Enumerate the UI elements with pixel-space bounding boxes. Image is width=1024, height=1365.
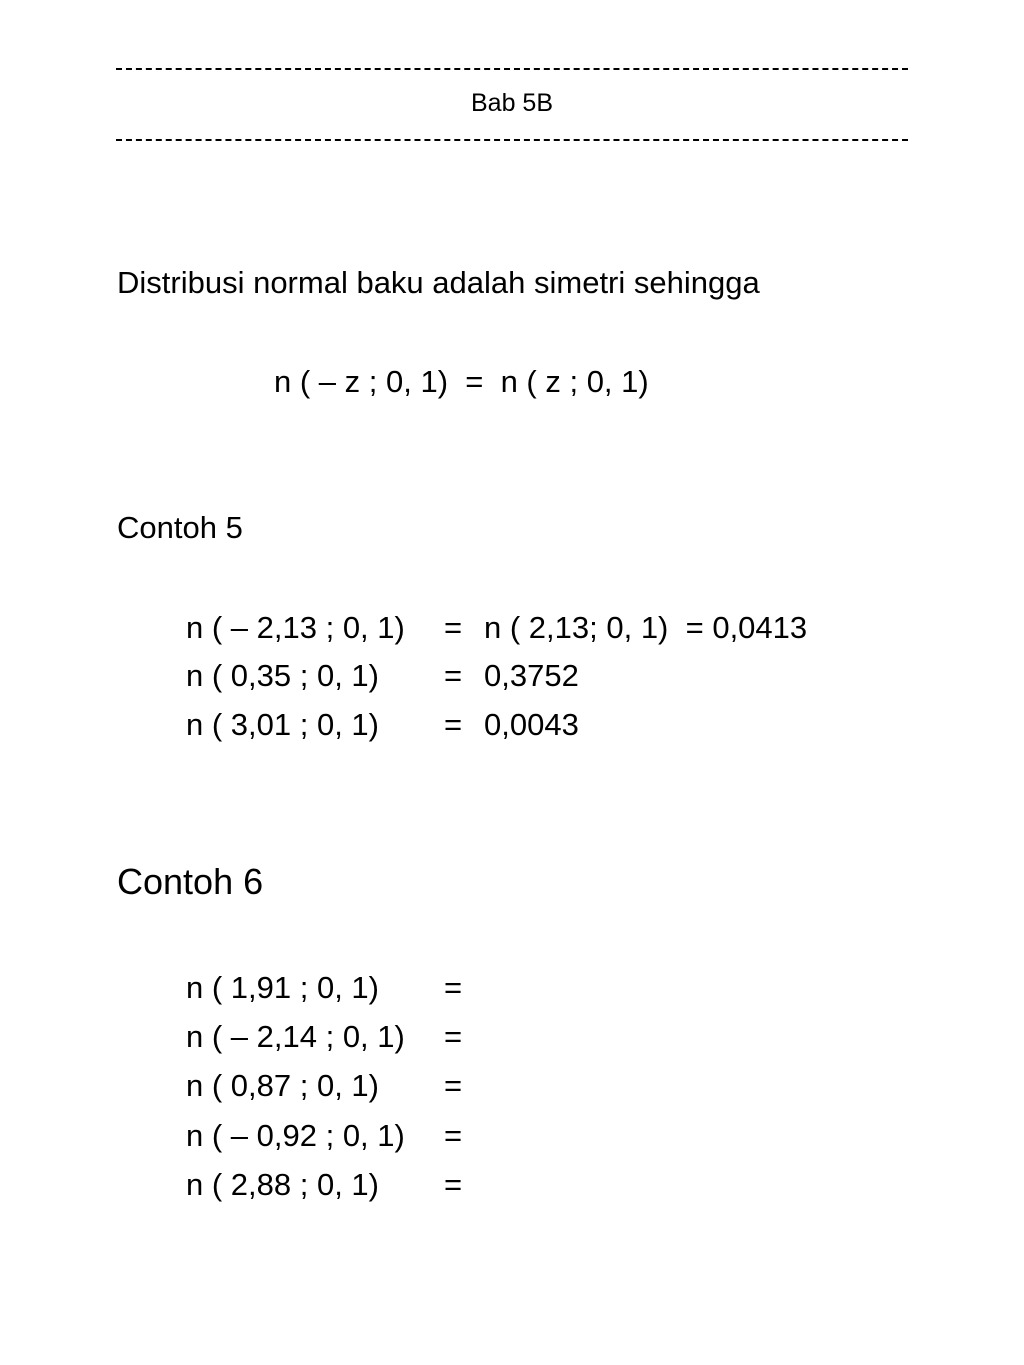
equals-sign: = (444, 610, 463, 645)
equals-sign: = (444, 1068, 463, 1103)
equals-sign: = (444, 707, 463, 742)
header-top-divider (116, 68, 908, 70)
example-6-row (186, 1019, 886, 1055)
intro-statement: Distribusi normal baku adalah simetri sehingga (117, 265, 760, 300)
equation-lhs: n ( 0,35 ; 0, 1) (186, 658, 379, 693)
equation-lhs: n ( – 0,92 ; 0, 1) (186, 1118, 405, 1153)
equation-lhs: n ( – 2,14 ; 0, 1) (186, 1019, 405, 1054)
example-6-row (186, 1068, 886, 1104)
equals-sign: = (444, 970, 463, 1005)
example-5-row (186, 707, 886, 743)
example-6-heading: Contoh 6 (117, 861, 264, 902)
equation-lhs: n ( 0,87 ; 0, 1) (186, 1068, 379, 1103)
equation-lhs: n ( 2,88 ; 0, 1) (186, 1167, 379, 1202)
symmetry-formula: n ( – z ; 0, 1) = n ( z ; 0, 1) (274, 364, 649, 399)
equals-sign: = (444, 1118, 463, 1153)
equation-lhs: n ( 3,01 ; 0, 1) (186, 707, 379, 742)
equation-rhs: 0,3752 (484, 658, 579, 693)
equals-sign: = (444, 658, 463, 693)
header-title: Bab 5B (470, 89, 553, 117)
equals-sign: = (444, 1167, 463, 1202)
header-bottom-divider (116, 139, 908, 141)
equals-sign: = (444, 1019, 463, 1054)
equation-rhs: n ( 2,13; 0, 1) = 0,0413 (484, 610, 808, 645)
example-6-row (186, 970, 886, 1006)
example-5-heading: Contoh 5 (117, 510, 243, 545)
equation-lhs: n ( – 2,13 ; 0, 1) (186, 610, 405, 645)
example-6-row (186, 1167, 886, 1203)
equation-rhs: 0,0043 (484, 707, 579, 742)
example-5-row (186, 610, 886, 646)
example-5-row (186, 658, 886, 694)
example-6-row (186, 1118, 886, 1154)
equation-lhs: n ( 1,91 ; 0, 1) (186, 970, 379, 1005)
